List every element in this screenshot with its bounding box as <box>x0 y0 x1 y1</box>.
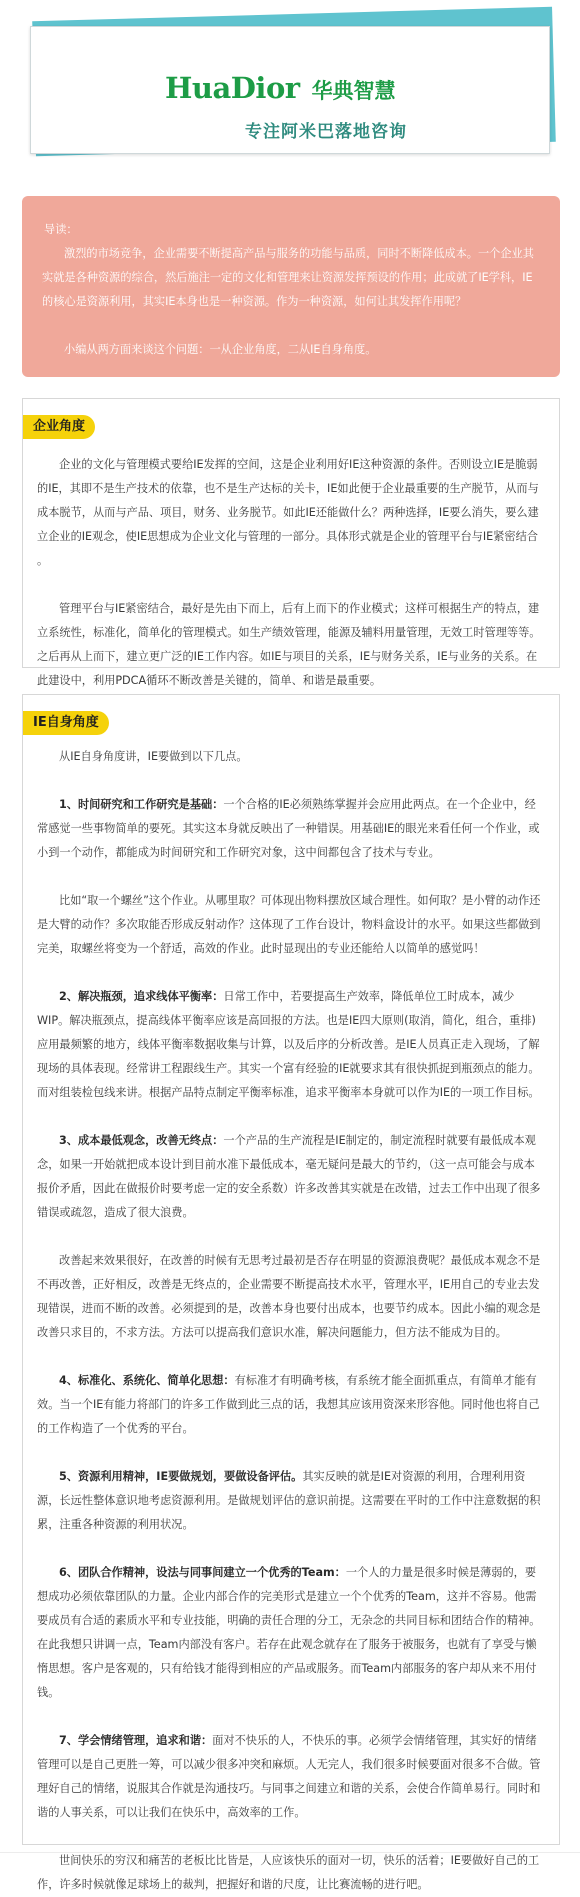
paragraph: 从IE自身角度讲，IE要做到以下几点。 <box>59 750 248 763</box>
list-item <box>37 1129 545 1225</box>
item-text: 日常工作中，若要提高生产效率，降低单位工时成本，减少WIP。解决瓶颈点，提高线体平衡率应该是高回报的方法。也是IE四大原则(取消，简化，组合，重排)应用最频繁的地方，线体平衡率数据收集与计算，以及后序的分析改善。是IE人员真正走入现场，了解现场的具体表现。经常讲工程跟线生产。其实一个富有经验的IE就要求其有很快抓捉到瓶颈点的能力。而对组装检包线来讲。根据产品特点制定平衡率标准，追求平衡率本身就可以作为IE的一项工作目标。 <box>37 990 540 1099</box>
item-title: 6、团队合作精神，设法与同事间建立一个优秀的Team： <box>59 1566 346 1579</box>
divider <box>0 1852 580 1853</box>
section-enterprise <box>22 398 560 687</box>
paragraph: 管理平台与IE紧密结合，最好是先由下而上，后有上而下的作业模式；这样可根据生产的特点，建立系统性，标准化，简单化的管理模式。如生产绩效管理，能源及辅料用量管理，无效工时管理等等。之后再从上而下，建立更广泛的IE工作内容。如IE与项目的关系，IE与财务关系，IE与业务的关系。在此建设中，利用PDCA循环不断改善是关键的，简单、和谐是最重要。 <box>37 602 541 687</box>
intro-box <box>22 196 560 377</box>
section-ie-self-body <box>37 745 545 1897</box>
list-item <box>37 793 545 865</box>
header-card <box>30 26 550 154</box>
intro-summary: 小编从两方面来谈这个问题：一从企业角度，二从IE自身角度。 <box>64 343 377 356</box>
list-item <box>37 1729 545 1825</box>
list-item <box>37 889 545 961</box>
list-item <box>37 1849 545 1897</box>
section-tag-enterprise: 企业角度 <box>23 415 95 439</box>
item-title: 2、解决瓶颈，追求线体平衡率： <box>59 990 224 1003</box>
paragraph: 企业的文化与管理模式要给IE发挥的空间，这是企业利用好IE这种资源的条件。否则设立IE是脆弱的IE，其即不是生产技术的依靠，也不是生产达标的关卡，IE如此便于企业最重要的生产脱节，从而与成本脱节，从而与产品、项目，财务、业务脱节。如此IE还能做什么？两种选择，IE要么消失，要么建立企业的IE观念，使IE思想成为企业文化与管理的一部分。具体形式就是企业的管理平台与IE紧密结合 。 <box>37 458 539 567</box>
item-text: 一个产品的生产流程是IE制定的，制定流程时就要有最低成本观念，如果一开始就把成本设计到目前水准下最低成本，毫无疑问是最大的节约，（这一点可能会与成本报价矛盾，因此在做报价时要考虑一定的安全系数）许多改善其实就是在改错，过去工作中出现了很多错误或疏忽，造成了很大浪费。 <box>37 1134 541 1219</box>
brand-name-cn: 华典智慧 <box>311 79 396 103</box>
list-item <box>37 1561 545 1705</box>
item-text: 面对不快乐的人，不快乐的事。必须学会情绪管理，其实好的情绪管理可以是自己更胜一筹，可以减少很多冲突和麻烦。人无完人，我们很多时候要面对很多不合做。管理好自己的情绪，说服其合作就是沟通技巧。与同事之间建立和谐的关系，会使合作简单易行。同时和谐的人事关系，可以让我们在快乐中，高效率的工作。 <box>37 1734 541 1819</box>
item-title: 4、标准化、系统化、简单化思想： <box>59 1374 235 1387</box>
item-title: 5、资源利用精神，IE要做规划，要做设备评估。 <box>59 1470 303 1483</box>
item-text: 比如“取一个螺丝”这个作业。从哪里取？可体现出物料摆放区域合理性。如何取？是小臂的动作还是大臂的动作？多次取能否形成反射动作？这体现了工作台设计，物料盒设计的水平。如果这些都做到完美，取螺丝将变为一个舒适，高效的作业。此时显现出的专业还能给人以简单的感觉吗！ <box>37 894 541 955</box>
list-item <box>37 1465 545 1537</box>
item-title: 3、成本最低观念，改善无终点： <box>59 1134 224 1147</box>
item-title: 1、时间研究和工作研究是基础： <box>59 798 224 811</box>
intro-label: 导读： <box>44 223 78 236</box>
item-text: 一个合格的IE必须熟练掌握并会应用此两点。在一个企业中，经常感觉一些事物简单的要死。其实这本身就反映出了一种错误。用基础IE的眼光来看任何一个作业，或小到一个动作，都能成为时间研究和工作研究对象，这中间都包含了技术与专业。 <box>37 798 540 859</box>
list-item <box>37 1249 545 1345</box>
item-text: 一个人的力量是很多时候是薄弱的，要想成功必须依靠团队的力量。企业内部合作的完美形式是建立一个个优秀的Team，这并不容易。他需要成员有合适的素质水平和专业技能，明确的责任合理的分工，无杂念的共同目标和团结合作的精神。在此我想只讲调一点，Team内部没有客户。若存在此观念就存在了服务于被服务，也就有了享受与懒惰思想。客户是客观的，只有给钱才能得到相应的产品或服务。而Team内部服务的客户却从来不用付钱。 <box>37 1566 541 1699</box>
item-text: 有标准才有明确考核，有系统才能全面抓重点，有简单才能有效。当一个IE有能力将部门的许多工作做到此三点的话，我想其应该用资深来形容他。同时他也将自己的工作构造了一个优秀的平台。 <box>37 1374 540 1435</box>
section-ie-self <box>22 694 560 1891</box>
intro-paragraph: 激烈的市场竞争，企业需要不断提高产品与服务的功能与品质，同时不断降低成本。一个企业其实就是各种资源的综合，然后施注一定的文化和管理来让资源发挥预设的作用；此成就了IE学科，IE的核心是资源利用，其实IE本身也是一种资源。作为一种资源，如何让其发挥作用呢？ <box>42 247 534 308</box>
brand-name-en: HuaDior <box>165 71 300 105</box>
list-item <box>37 985 545 1105</box>
list-item <box>37 1369 545 1441</box>
section-tag-ie-self: IE自身角度 <box>23 711 109 735</box>
header-banner <box>24 14 558 164</box>
item-text: 世间快乐的穷汉和痛苦的老板比比皆是，人应该快乐的面对一切，快乐的活着；IE要做好自己的工作，许多时候就像足球场上的裁判，把握好和谐的尺度，让比赛流畅的进行吧。 <box>37 1854 540 1891</box>
brand-logo <box>165 71 396 105</box>
item-text: 改善起来效果很好，在改善的时候有无思考过最初是否存在明显的资源浪费呢？最低成本观念不是不再改善，正好相反，改善是无终点的，企业需要不断提高技术水平，管理水平，IE用自己的专业去发现错误，进而不断的改善。必须提到的是，改善本身也要付出成本，也要节约成本。因此小编的观念是改善只求目的，不求方法。方法可以提高我们意识水准，解决问题能力，但方法不能成为目的。 <box>37 1254 541 1339</box>
section-enterprise-body <box>37 453 545 693</box>
item-title: 7、学会情绪管理，追求和谐： <box>59 1734 213 1747</box>
brand-subtitle: 专注阿米巴落地咨询 <box>245 122 407 142</box>
item-text: 其实反映的就是IE对资源的利用，合理利用资源，长远性整体意识地考虑资源利用。是做规划评估的意识前提。这需要在平时的工作中注意数据的积累，注重各种资源的利用状况。 <box>37 1470 541 1531</box>
